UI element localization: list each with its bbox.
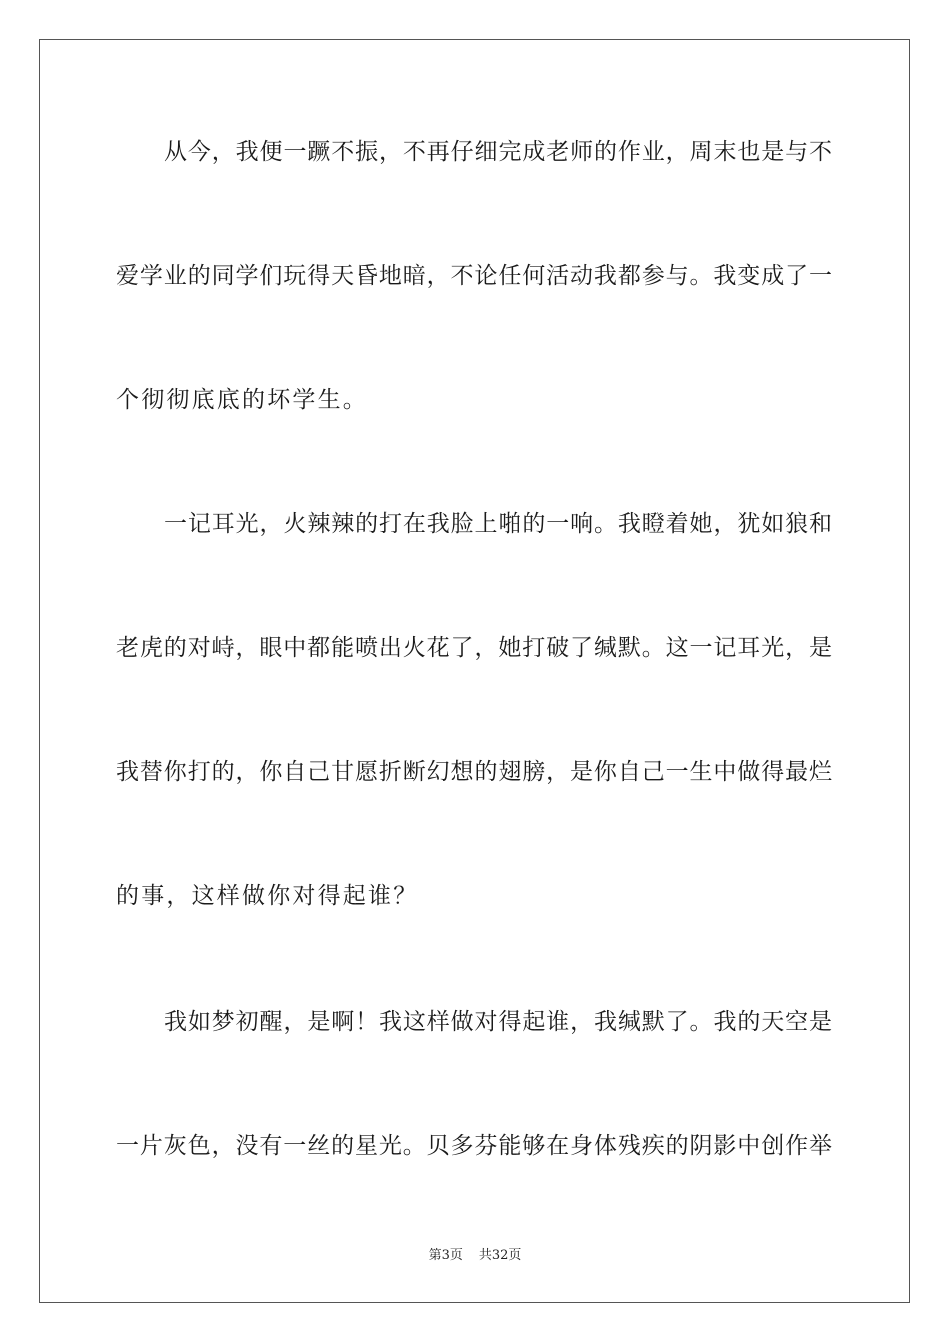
paragraph-1-line-1: 从今，我便一蹶不振，不再仔细完成老师的作业，周末也是与不 (164, 139, 832, 165)
paragraph-2-line-1: 一记耳光，火辣辣的打在我脸上啪的一响。我瞪着她，犹如狼和 (164, 511, 832, 537)
paragraph-3-line-2: 一片灰色，没有一丝的星光。贝多芬能够在身体残疾的阴影中创作举 (116, 1133, 832, 1159)
paragraph-1-line-3: 个彻彻底底的坏学生。 (116, 387, 368, 413)
paragraph-2-line-4: 的事，这样做你对得起谁？ (116, 883, 419, 909)
page-frame (39, 39, 910, 1303)
paragraph-1-line-2: 爱学业的同学们玩得天昏地暗，不论任何活动我都参与。我变成了一 (116, 263, 832, 289)
page-number: 第3页 (428, 1248, 463, 1263)
paragraph-2-line-3: 我替你打的，你自己甘愿折断幻想的翅膀，是你自己一生中做得最烂 (116, 759, 832, 785)
paragraph-2-line-2: 老虎的对峙，眼中都能喷出火花了，她打破了缄默。这一记耳光，是 (116, 635, 832, 661)
paragraph-3-line-1: 我如梦初醒，是啊！我这样做对得起谁，我缄默了。我的天空是 (164, 1009, 832, 1035)
page-footer (0, 1247, 950, 1265)
page-total: 共32页 (478, 1248, 522, 1263)
